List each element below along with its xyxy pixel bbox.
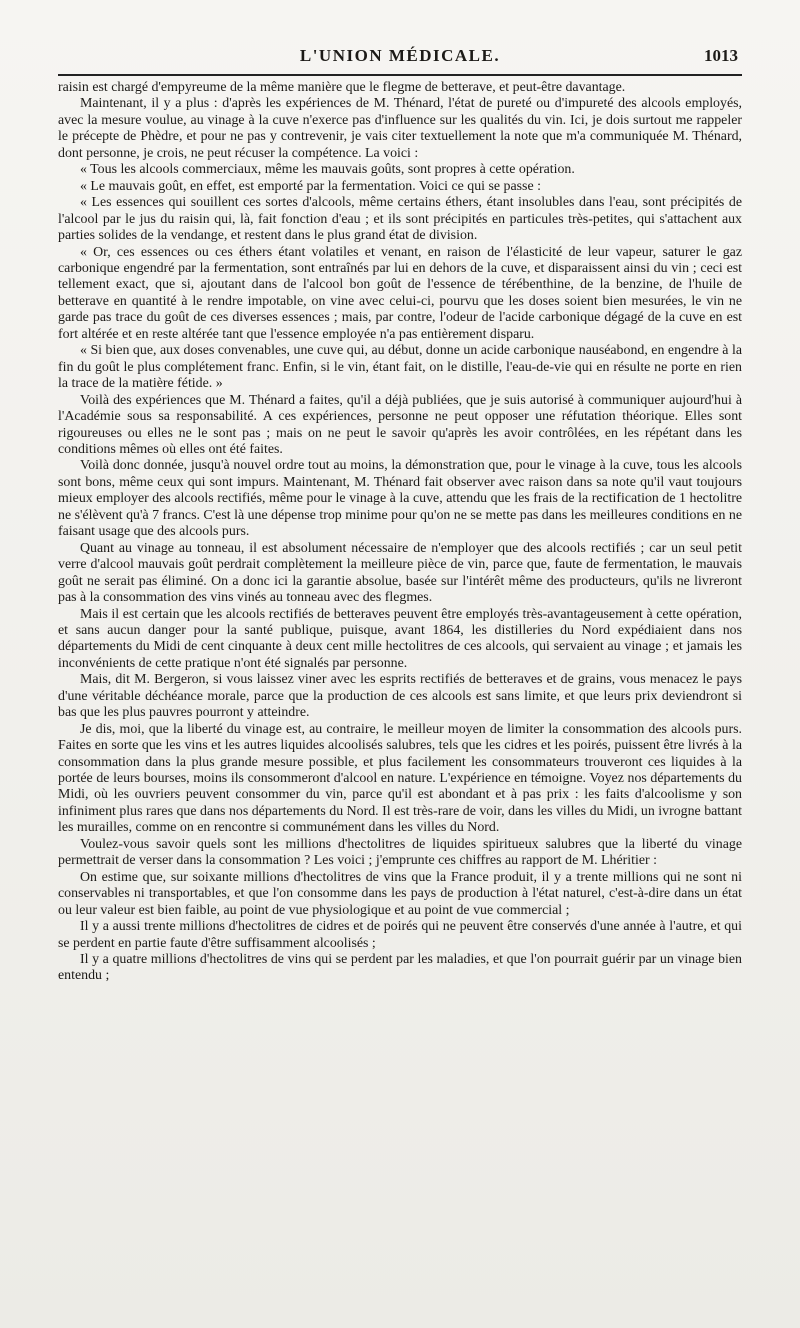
paragraph: Voulez-vous savoir quels sont les millions d'hectolitres de liquides spiritueux salubres que la liberté du vinage permettrait de verser dans la consommation ? Les voici ; j'emprunte ces chiffres au rapport de M. Lhéritier :: [58, 836, 742, 869]
paragraph: raisin est chargé d'empyreume de la même manière que le flegme de betterave, et peut-être davantage.: [58, 80, 626, 95]
paragraph: Mais, dit M. Bergeron, si vous laissez viner avec les esprits rectifiés de betteraves et de grains, vous menacez le pays d'une véritable déchéance morale, parce que la production de ces alcools est sans limite, et que leurs prix deviendront si bas que les plus pauvres pourront y atteindre.: [58, 672, 742, 721]
paragraph: Il y a aussi trente millions d'hectolitres de cidres et de poirés qui ne peuvent être conservés d'une année à l'autre, et qui se perdent en partie faute d'être suffisamment alcoolisés ;: [58, 919, 742, 951]
paragraph: Mais il est certain que les alcools rectifiés de betteraves peuvent être employés très-avantageusement à cette opération, et sans aucun danger pour la santé publique, puisque, avant 1864, les distilleries du Nord expédiaient dans nos départements du Midi de cent cinquante à deux cent mille hectolitres de ces alcools, qui servaient au vinage ; et jamais les inconvénients de cette pratique n'ont été signalés par personne.: [58, 606, 742, 671]
paragraph: « Or, ces essences ou ces éthers étant volatiles et venant, en raison de l'élasticité de leur vapeur, saturer le gaz carbonique engendré par la fermentation, sont entraînés par lui en dehors de la cuve, et disparaissent ainsi du vin ; ceci est tellement exact, que si, ajoutant dans de l'alcool bon goût de l'essence de térébenthine, de la benzine, de l'huile de betterave en quantité à le rendre impotable, on vine avec celui-ci, pourvu que les doses soient bien mesurées, le vin ne garde pas trace du goût de ces diverses essences ; mais, par contre, l'odeur de l'acide carbonique dégagé de la cuve en est fort altérée et en reste altérée tant que l'essence employée n'a pas entièrement disparu.: [58, 244, 742, 342]
running-head: [58, 44, 742, 74]
paragraph: Je dis, moi, que la liberté du vinage est, au contraire, le meilleur moyen de limiter la consommation des alcools purs. Faites en sorte que les vins et les autres liquides alcoolisés salubres, tels que les cidres et les poirés, puissent être livrés à la consommation dans la plus grande mesure possible, et plus facilement les consommateurs trouveront ces liquides à la portée de leurs bourses, moins ils consommeront d'alcool en nature. L'expérience en témoigne. Voyez nos départements du Midi, où les ouvriers peuvent consommer du vin, parce qu'il est abondant et à pas prix : les faits d'alcoolisme y son infiniment plus rares que dans nos départements du Nord. Il est très-rare de voir, dans les villes du Midi, un ivrogne battant les murailles, comme on en rencontre si communément dans les villes du Nord.: [58, 721, 742, 836]
paragraph: « Les essences qui souillent ces sortes d'alcools, même certains éthers, étant insolubles dans l'eau, sont précipités de l'alcool par le jus du raisin qui, là, fait fonction d'eau ; et ils sont précipités en particules très-petites, qui s'attachent aux parties solides de la vendange, et restent dans le plus grand état de division.: [58, 195, 742, 244]
article-body: [58, 80, 742, 1306]
journal-title: L'UNION MÉDICALE.: [299, 46, 501, 65]
paragraph: Voilà donc donnée, jusqu'à nouvel ordre tout au moins, la démonstration que, pour le vinage à la cuve, tous les alcools sont bons, même ceux qui sont impurs. Maintenant, M. Thénard fait observer avec raison dans sa note qu'il vaut toujours mieux employer des alcools rectifiés, même pour le vinage à la cuve, attendu que les frais de la rectification de 1 hectolitre ne s'élèvent qu'à 7 francs. C'est là une dépense trop minime pour qu'on ne se mette pas dans les meilleures conditions en ne faisant usage que des alcools purs.: [58, 458, 742, 540]
paragraph: « Tous les alcools commerciaux, même les mauvais goûts, sont propres à cette opération.: [80, 162, 575, 178]
paragraph: On estime que, sur soixante millions d'hectolitres de vins que la France produit, il y a trente millions qui ne sont ni conservables ni transportables, et que l'on consomme dans les pays de production à l'état naturel, c'est-à-dire dans un état ou leur valeur est bien faible, au point de vue physiologique et au point de vue commercial ;: [58, 869, 742, 918]
paragraph: Maintenant, il y a plus : d'après les expériences de M. Thénard, l'état de pureté ou d'impureté des alcools employés, avec la mesure voulue, au vinage à la cuve n'exerce pas d'influence sur les qualités du vin. Ici, je dois surtout me rappeler le précepte de Phèdre, et pour ne pas y contrevenir, je vais citer textuellement la note que m'a communiquée M. Thénard, dont personne, je crois, ne peut récuser la compétence. La voici :: [58, 96, 742, 161]
paragraph: « Si bien que, aux doses convenables, une cuve qui, au début, donne un acide carbonique nauséabond, en engendre à la fin du goût le plus complétement franc. Enfin, si le vin, étant fait, on le distille, l'eau-de-vie qui en résulte ne porte en rien la trace de la matière fétide. »: [58, 343, 742, 392]
paragraph: Voilà des expériences que M. Thénard a faites, qu'il a déjà publiées, que je suis autorisé à communiquer aujourd'hui à l'Académie sous sa responsabilité. A ces expériences, personne ne peut opposer une réfutation théorique. Elles sont rigoureuses ou elles ne le sont pas ; mais on ne peut le savoir qu'après les avoir contrôlées, en les répétant dans les conditions mêmes où elles ont été faites.: [58, 392, 742, 457]
paragraph: Quant au vinage au tonneau, il est absolument nécessaire de n'employer que des alcools rectifiés ; car un seul petit verre d'alcool mauvais goût perdrait complètement la meilleure pièce de vin, parce que, faute de fermentation, le mauvais goût ne serait pas éliminé. On a donc ici la garantie absolue, basée sur l'intérêt même des producteurs, qu'ils ne livreront pas à la consommation des vins vinés au tonneau avec des flegmes.: [58, 540, 742, 606]
paragraph: Il y a quatre millions d'hectolitres de vins qui se perdent par les maladies, et que l'on pourrait guérir par un vinage bien entendu ;: [58, 952, 742, 984]
header-rule: [58, 74, 742, 76]
page-number: 1013: [704, 46, 738, 65]
paragraph: « Le mauvais goût, en effet, est emporté par la fermentation. Voici ce qui se passe :: [80, 178, 541, 194]
